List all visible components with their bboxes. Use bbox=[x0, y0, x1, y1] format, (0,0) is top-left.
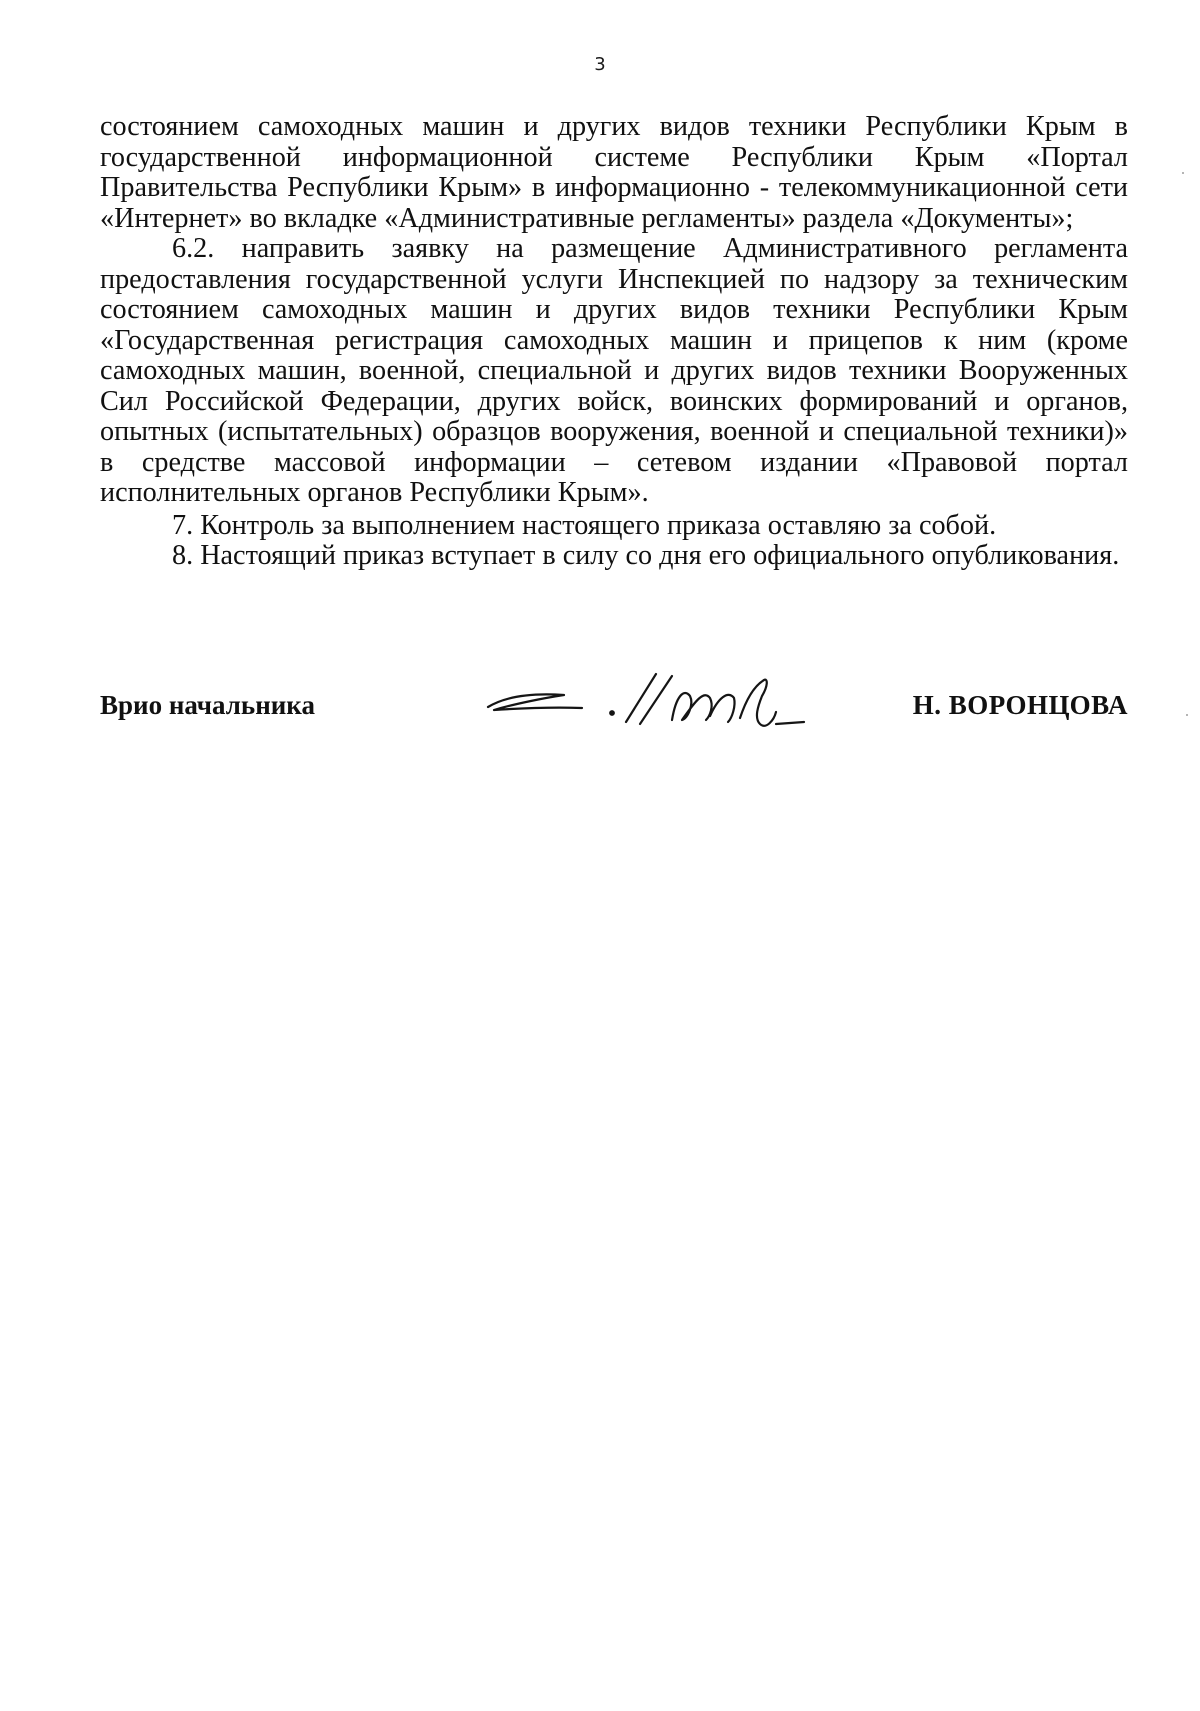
signatory-position: Врио начальника bbox=[100, 690, 315, 720]
scan-speck bbox=[1186, 714, 1188, 716]
signature-block bbox=[100, 686, 1128, 758]
paragraph-6-2: 6.2. направить заявку на размещение Административного регламента предоставления государственной услуги Инспекцией по надзору за техническим состоянием самоходных машин и других видов техники Республики Крым «Государственная регистрация самоходных машин и прицепов к ним (кроме самоходных машин, военной, специальной и других видов техники Вооруженных Сил Российской Федерации, других войск, воинских формирований и органов, опытных (испытательных) образцов вооружения, военной и специальной техники)» в средстве массовой информации – сетевом издании «Правовой портал исполнительных органов Республики Крым». bbox=[100, 233, 1128, 508]
handwritten-signature bbox=[484, 660, 816, 750]
signatory-name: Н. ВОРОНЦОВА bbox=[912, 690, 1128, 720]
paragraph-7: 7. Контроль за выполнением настоящего приказа оставляю за собой. bbox=[172, 509, 997, 541]
page-number: 3 bbox=[594, 54, 606, 75]
paragraph-8: 8. Настоящий приказ вступает в силу со дня его официального опубликования. bbox=[172, 540, 1120, 571]
paragraph-continuation: состоянием самоходных машин и других видов техники Республики Крым в государственной информационной системе Республики Крым «Портал Правительства Республики Крым» в информационно - телекоммуникационной сети «Интернет» во вкладке «Административные регламенты» раздела «Документы»; bbox=[100, 111, 1128, 234]
document-body bbox=[100, 112, 1128, 572]
scan-speck bbox=[1182, 172, 1184, 174]
